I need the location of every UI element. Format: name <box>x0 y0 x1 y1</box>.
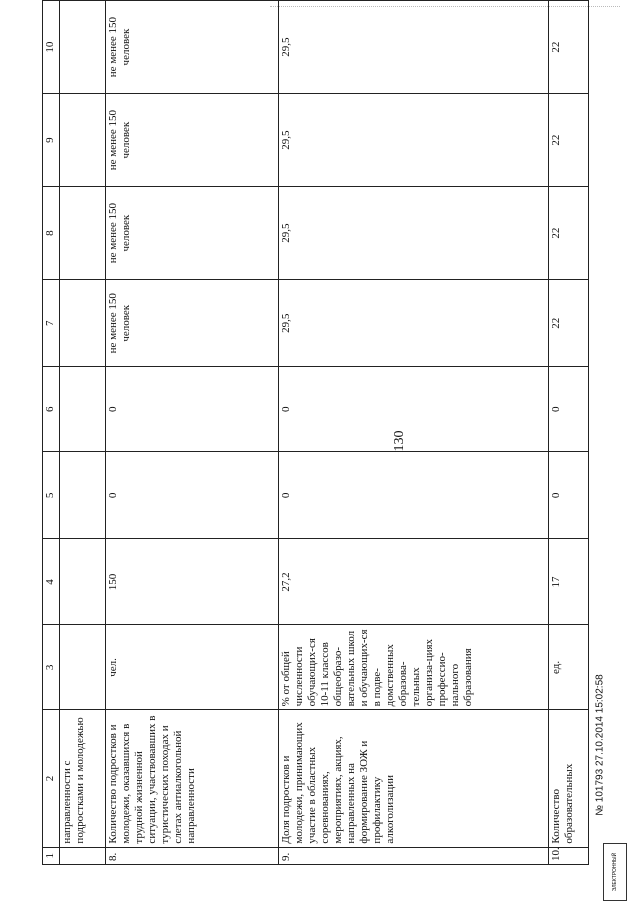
column-header: 3 <box>43 625 60 710</box>
value-cell: 17 <box>549 539 589 625</box>
indicator-name: Количество образовательных <box>549 710 589 847</box>
value-cell: 29,5 <box>279 94 549 187</box>
row-number: 9. <box>279 847 549 864</box>
value-cell: не менее 150 человек <box>106 280 279 367</box>
value-cell: 0 <box>279 367 549 452</box>
unit: ед. <box>549 625 589 710</box>
column-header: 8 <box>43 187 60 280</box>
header-row <box>43 1 60 865</box>
electronic-stamp-icon: ЭЛЕКТРОННЫЙ <box>603 843 627 901</box>
value-cell: 0 <box>549 367 589 452</box>
indicator-name: Количество подростков и молодежи, оказавшихся в трудной жизненной ситуации, участвовавших в туристических походах и слетах антиалкогольной направленности <box>106 710 279 847</box>
table-row <box>106 1 279 865</box>
value-cell: 29,5 <box>279 280 549 367</box>
unit: % от общей численности обучающих-ся 10-11 классов общеобразо-вательных школ и обучающих-ся в подве-домственных образова-тельных организа-циях профессио-нального образования <box>279 625 549 710</box>
column-header: 1 <box>43 847 60 864</box>
page-number: 130 <box>392 430 407 452</box>
column-header: 2 <box>43 710 60 847</box>
row-number: 8. <box>106 847 279 864</box>
indicator-name: Доля подростков и молодежи, принимающих участие в областных соревнованиях, мероприятиях, акциях, направленных на формирование ЗОЖ и профилактику алкоголизации <box>279 710 549 847</box>
table-row <box>549 1 589 865</box>
value-cell: 22 <box>549 280 589 367</box>
column-header: 9 <box>43 94 60 187</box>
continuation-text: направленности с подростками и молодежью <box>60 710 106 847</box>
value-cell: 22 <box>549 94 589 187</box>
value-cell: 0 <box>549 452 589 539</box>
column-header: 5 <box>43 452 60 539</box>
value-cell: 29,5 <box>279 187 549 280</box>
value-cell: 29,5 <box>279 1 549 94</box>
value-cell: не менее 150 человек <box>106 1 279 94</box>
column-header: 7 <box>43 280 60 367</box>
document-registration-footer: № 101793 27.10.2014 15:02:58 <box>594 674 606 816</box>
row-number: 10. <box>549 847 589 864</box>
value-cell: не менее 150 человек <box>106 187 279 280</box>
value-cell: 22 <box>549 187 589 280</box>
indicators-table <box>42 0 589 865</box>
column-header: 6 <box>43 367 60 452</box>
value-cell: не менее 150 человек <box>106 94 279 187</box>
unit: чел. <box>106 625 279 710</box>
value-cell: 0 <box>106 452 279 539</box>
table-row <box>60 1 106 865</box>
value-cell: 0 <box>106 367 279 452</box>
column-header: 4 <box>43 539 60 625</box>
table-row <box>279 1 549 865</box>
value-cell: 27,2 <box>279 539 549 625</box>
value-cell: 0 <box>279 452 549 539</box>
value-cell: 150 <box>106 539 279 625</box>
rotated-table-container <box>42 0 617 865</box>
column-header: 10 <box>43 1 60 94</box>
value-cell: 22 <box>549 1 589 94</box>
